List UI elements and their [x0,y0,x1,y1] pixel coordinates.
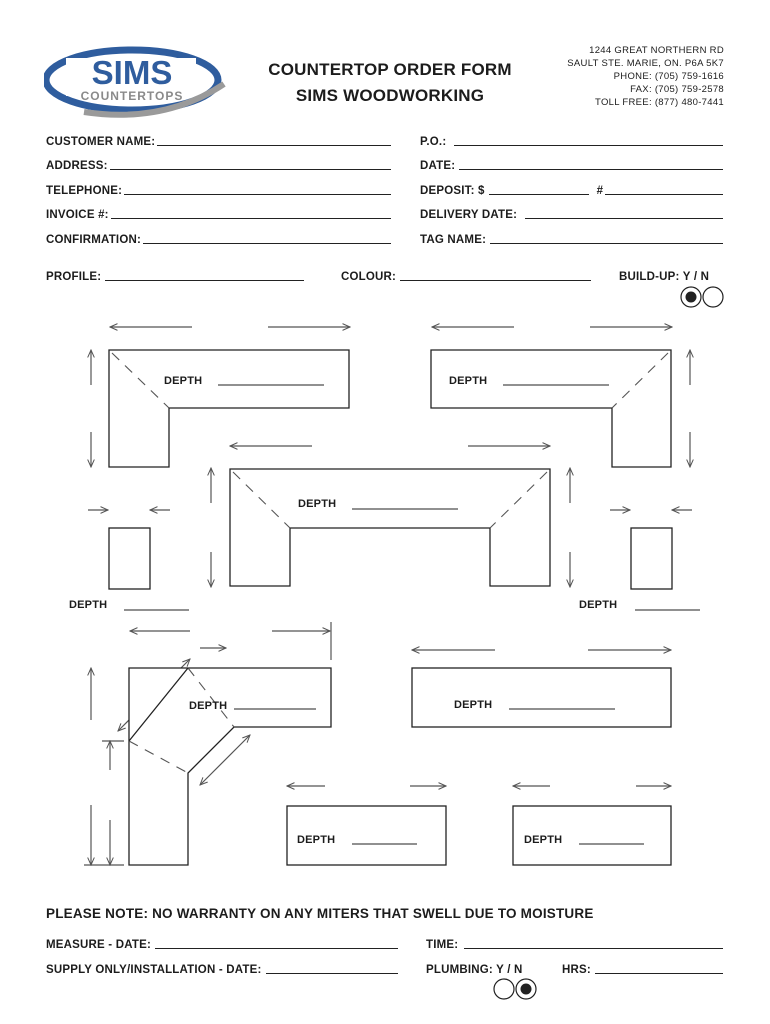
toll-free-line: TOLL FREE: (877) 480-7441 [595,97,724,108]
measure-date-field[interactable] [46,939,398,951]
form-title: COUNTERTOP ORDER FORM [268,60,512,79]
phone-line: PHONE: (705) 759-1616 [613,71,724,82]
supply-install-date-line[interactable] [266,972,398,974]
measure-date-label: MEASURE - DATE: [46,939,152,951]
plumbing-toggle[interactable] [490,977,540,1001]
build-up-label: BUILD-UP: Y / N [619,271,710,283]
profile-label: PROFILE: [46,271,102,283]
supply-install-date-label: SUPPLY ONLY/INSTALLATION - DATE: [46,964,262,976]
company-name: SIMS WOODWORKING [295,86,485,105]
logo-subtext: COUNTERTOPS [80,89,184,103]
address-line: SAULT STE. MARIE, ON. P6A 5K7 [567,58,724,69]
address-line: 1244 GREAT NORTHERN RD [589,45,724,56]
plumbing-label: PLUMBING: Y / N [426,964,523,976]
plumbing-no-dot [521,984,532,995]
telephone-label: TELEPHONE: [46,185,123,197]
straight-top-right [412,668,671,727]
colour-label: COLOUR: [341,271,397,283]
warranty-note: PLEASE NOTE: NO WARRANTY ON ANY MITERS THAT SWELL DUE TO MOISTURE [46,906,594,921]
depth-label: DEPTH [524,834,563,846]
time-line[interactable] [464,947,723,949]
deposit-label: DEPOSIT: $ [420,185,485,197]
deposit-hash-label: # [596,185,604,197]
l-shape-left [109,350,349,467]
hrs-label: HRS: [562,964,591,976]
delivery-date-label: DELIVERY DATE: [420,209,518,221]
customer-name-label: CUSTOMER NAME: [46,136,156,148]
confirmation-label: CONFIRMATION: [46,234,142,246]
hrs-line[interactable] [595,972,723,974]
logo-text: SIMS [91,54,173,91]
depth-label: DEPTH [189,700,228,712]
measure-date-line[interactable] [155,947,398,949]
invoice-label: INVOICE #: [46,209,109,221]
plumbing-yes-radio[interactable] [494,979,514,999]
time-field[interactable] [426,939,723,951]
depth-label: DEPTH [297,834,336,846]
depth-label: DEPTH [164,375,203,387]
depth-label: DEPTH [449,375,488,387]
date-label: DATE: [420,160,456,172]
end-piece-left [109,528,150,589]
depth-label: DEPTH [579,599,618,611]
fax-line: FAX: (705) 759-2578 [630,84,724,95]
time-label: TIME: [426,939,459,951]
l-shape-right [431,350,671,467]
tag-name-label: TAG NAME: [420,234,487,246]
supply-install-date-field[interactable] [46,964,398,976]
hrs-field[interactable] [562,964,723,976]
depth-label: DEPTH [69,599,108,611]
po-label: P.O.: [420,136,447,148]
end-piece-right [631,528,672,589]
address-label: ADDRESS: [46,160,108,172]
u-shape [230,469,550,586]
depth-label: DEPTH [454,699,493,711]
depth-label: DEPTH [298,498,337,510]
